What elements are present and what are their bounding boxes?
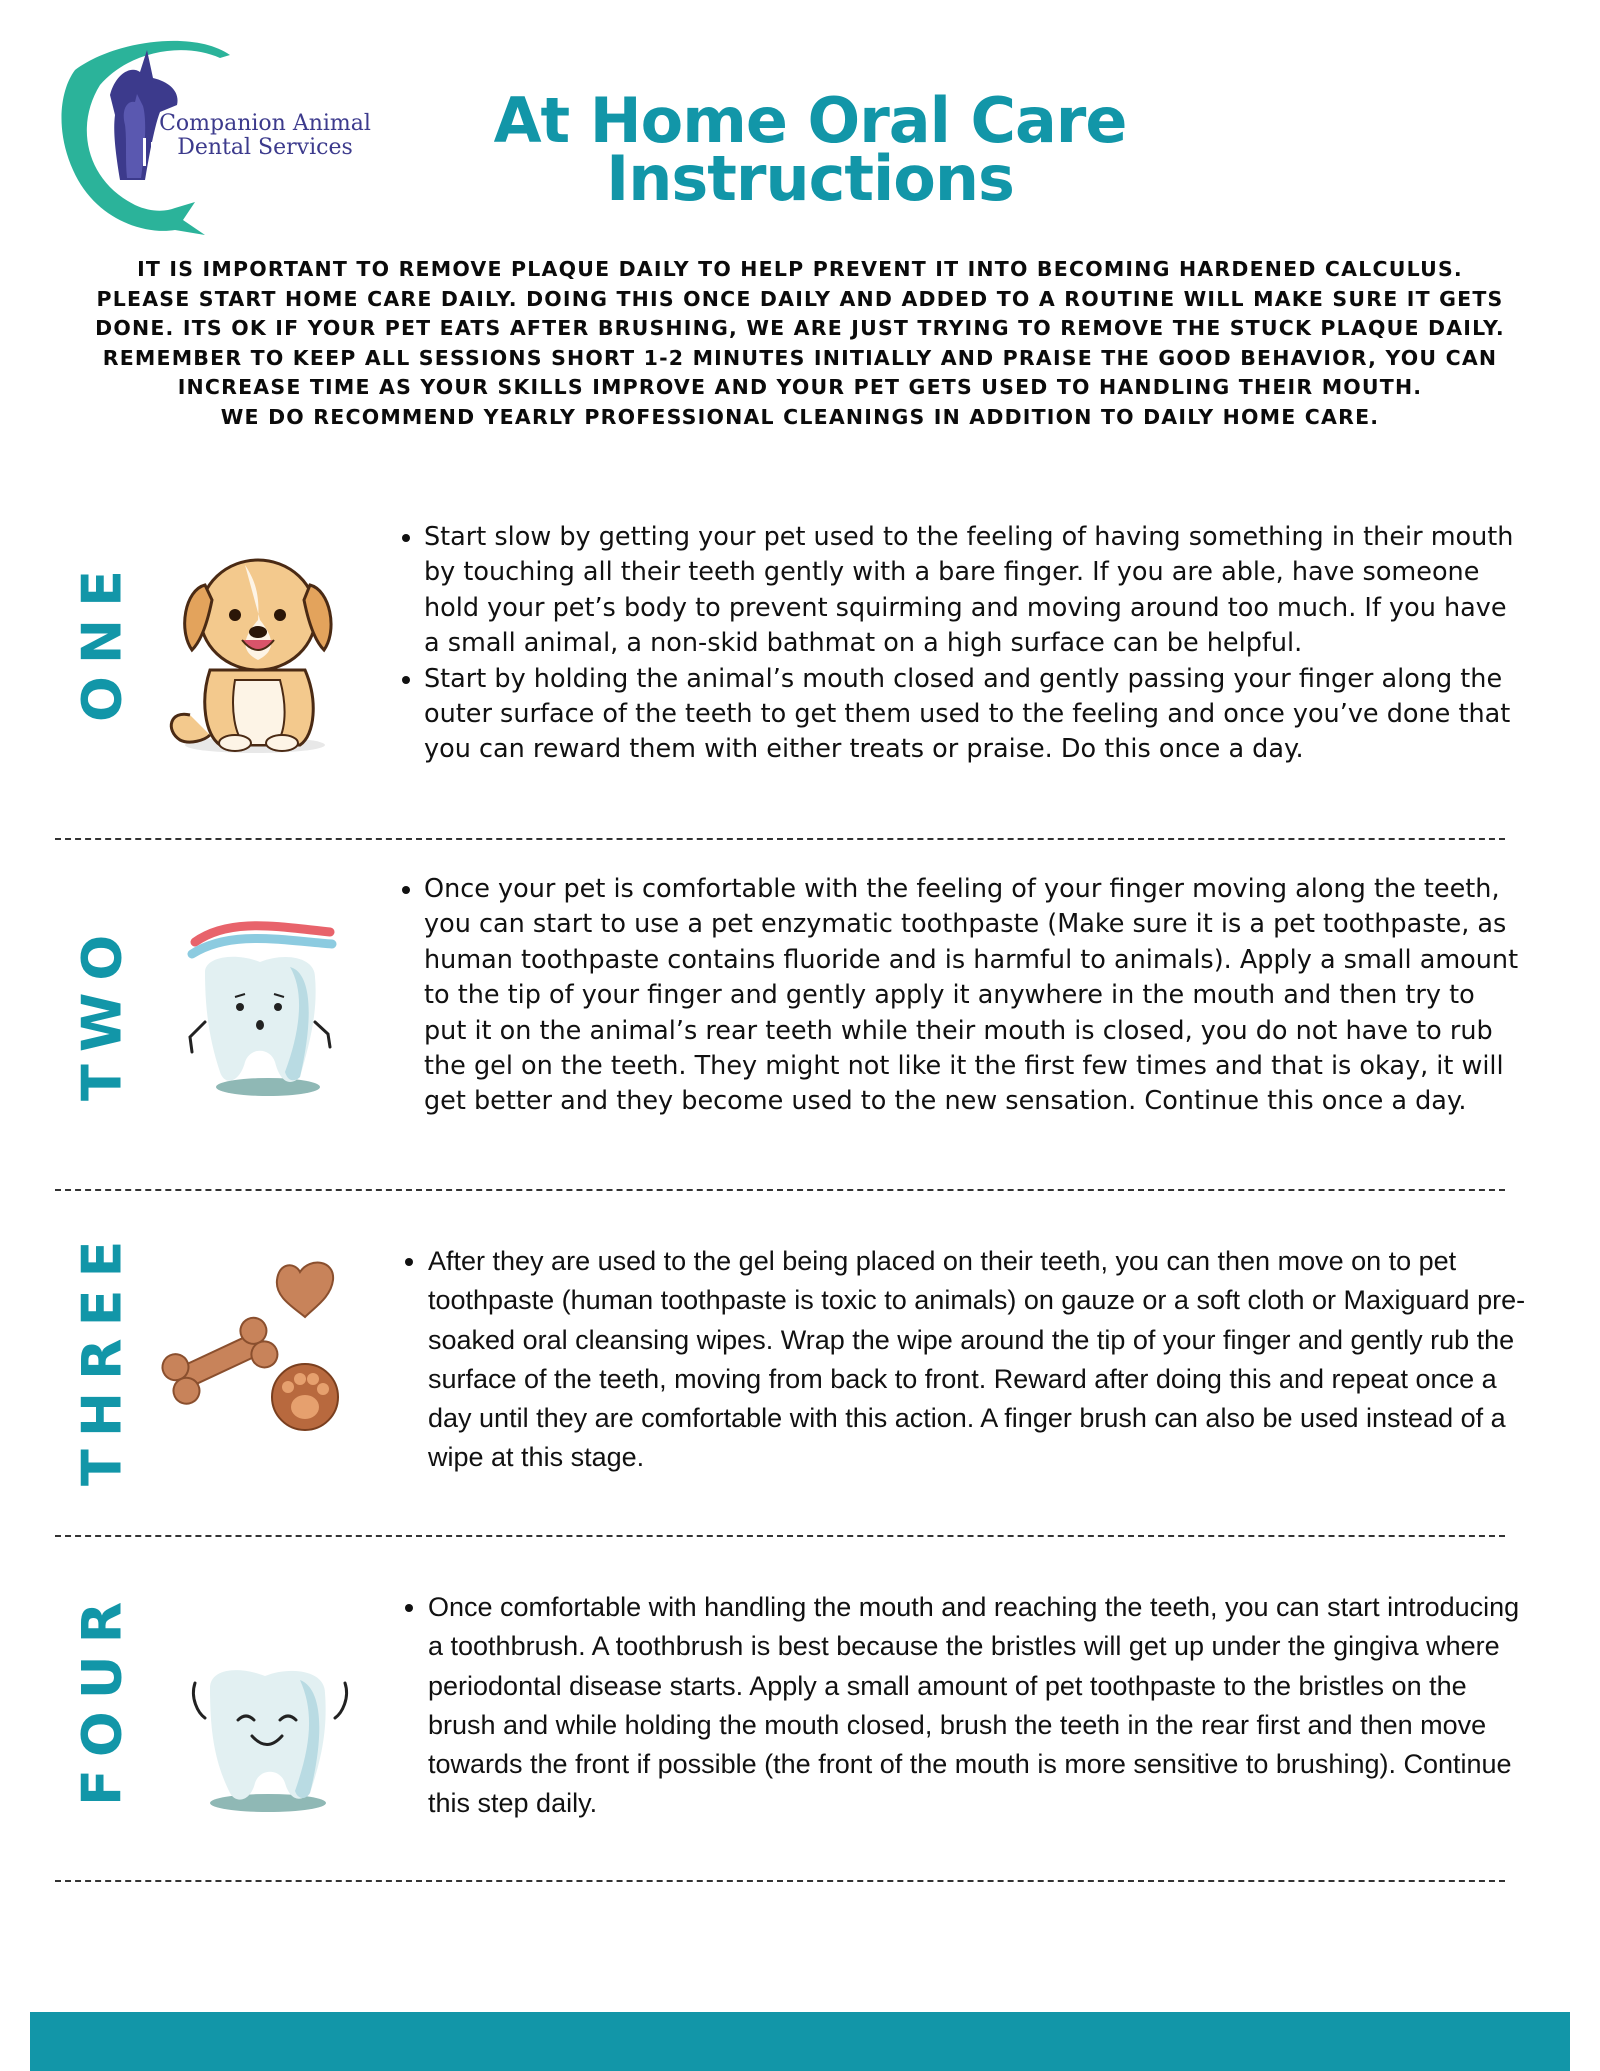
step-two (0, 872, 1600, 1192)
step-bullets (396, 1588, 1528, 1824)
step-one (0, 520, 1600, 780)
step-four (0, 1588, 1600, 1848)
page-title (380, 84, 1240, 215)
dashed-divider (55, 1880, 1505, 1882)
list-item: • Once comfortable with handling the mouth and reaching the teeth, you can start introducing a toothbrush. A toothbrush is best because the bristles will get up under the gingiva where periodontal disease starts. Apply a small amount of pet toothpaste to the bristles on the brush and while holding the mouth closed, brush the teeth in the rear first and then move towards the front if possible (the front of the mouth is more sensitive to brushing). Continue this step daily. (428, 1588, 1528, 1824)
title-line-2: Instructions (606, 142, 1014, 215)
happy-tooth-icon (160, 1658, 370, 1818)
list-item: • Start slow by getting your pet used to the feeling of having something in their mouth by touching all their teeth gently with a bare finger. If you are able, have someone hold your pet’s body to prevent squirming and moving around too much. If you have a small animal, a non-skid bathmat on a high surface can be helpful. (424, 520, 1524, 662)
logo-line-2: Dental Services (177, 135, 353, 160)
logo-line-1: Companion Animal (159, 111, 371, 136)
dog-treats-icon (155, 1252, 365, 1452)
step-bullets (392, 520, 1524, 768)
intro-paragraph: WE DO RECOMMEND YEARLY PROFESSIONAL CLEANINGS IN ADDITION TO DAILY HOME CARE. (220, 404, 1380, 429)
step-three (0, 1228, 1600, 1502)
step-label: TWO (70, 922, 134, 1102)
puppy-icon (150, 540, 360, 760)
step-bullets (392, 872, 1524, 1120)
list-item: • Start by holding the animal’s mouth closed and gently passing your finger along the outer surface of the teeth to get them used to the feeling and once you’ve done that you can reward them with either treats or praise. Do this once a day. (424, 662, 1524, 768)
dashed-divider (55, 838, 1505, 840)
intro-text (95, 255, 1505, 432)
logo-text (150, 112, 380, 160)
dashed-divider (55, 1535, 1505, 1537)
list-item: • After they are used to the gel being placed on their teeth, you can then move on to pet toothpaste (human toothpaste is toxic to animals) on gauze or a soft cloth or Maxiguard pre-soaked oral cleansing wipes. Wrap the wipe around the tip of your finger and gently rub the surface of the teeth, moving from back to front. Reward after doing this and repeat once a day until they are comfortable with this action. A finger brush can also be used instead of a wipe at this stage. (428, 1242, 1528, 1478)
footer-bar (30, 2012, 1570, 2071)
step-label: ONE (70, 558, 134, 722)
step-label: FOUR (70, 1589, 134, 1807)
dashed-divider (55, 1189, 1505, 1191)
intro-paragraph: IT IS IMPORTANT TO REMOVE PLAQUE DAILY TO HELP PREVENT IT INTO BECOMING HARDENED CALCULUS. PLEASE START HOME CARE DAILY. DOING THIS ONCE DAILY AND ADDED TO A ROUTINE WILL MAKE SURE IT GETS DONE. ITS OK IF YOUR PET EATS AFTER BRUSHING, WE ARE JUST TRYING TO REMOVE THE STUCK PLAQUE DAILY. (95, 257, 1505, 340)
title-line-1: At Home Oral Care (493, 84, 1127, 157)
step-label: THREE (70, 1228, 134, 1486)
list-item: • Once your pet is comfortable with the feeling of your finger moving along the teeth, you can start to use a pet enzymatic toothpaste (Make sure it is a pet toothpaste, as human toothpaste contains fluoride and is harmful to animals). Apply a small amount to the tip of your finger and gently apply it anywhere in the mouth and then try to put it on the animal’s rear teeth while their mouth is closed, you do not have to rub the gel on the teeth. They might not like it the first few times and that is okay, it will get better and they become used to the new sensation. Continue this once a day. (424, 872, 1524, 1120)
tooth-with-toothpaste-icon (150, 912, 360, 1102)
step-bullets (396, 1242, 1528, 1478)
intro-paragraph: REMEMBER TO KEEP ALL SESSIONS SHORT 1-2 MINUTES INITIALLY AND PRAISE THE GOOD BEHAVIOR, YOU CAN INCREASE TIME AS YOUR SKILLS IMPROVE AND YOUR PET GETS USED TO HANDLING THEIR MOUTH. (102, 345, 1498, 399)
